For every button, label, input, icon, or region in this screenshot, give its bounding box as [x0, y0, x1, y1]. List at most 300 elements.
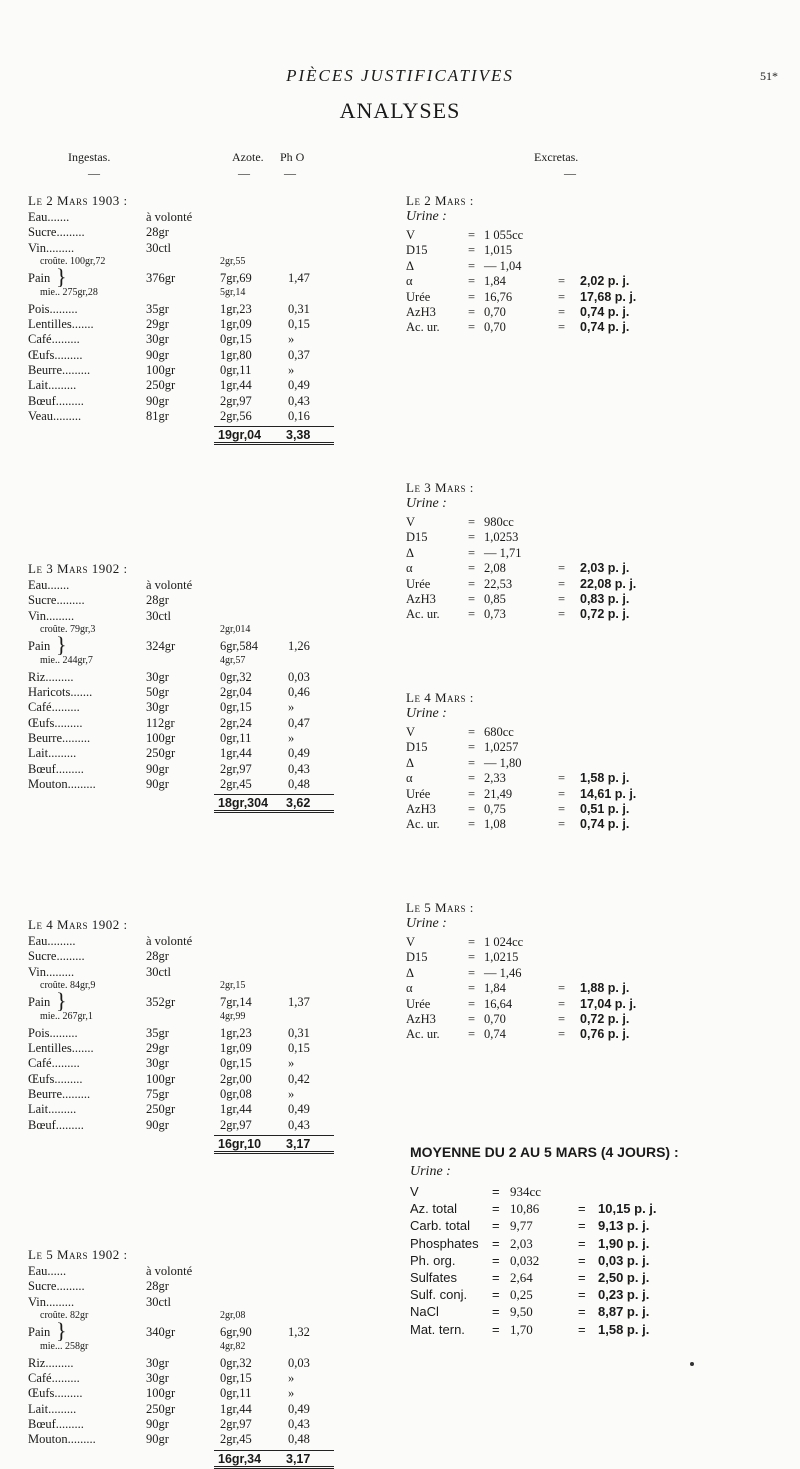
urine-row [406, 740, 706, 755]
average-measure-value: 0,25 [510, 1287, 533, 1303]
ingesta-row [28, 949, 348, 964]
food-name: Lait......... [28, 1102, 77, 1117]
ingesta-row [28, 256, 348, 271]
food-name: Lait......... [28, 378, 77, 393]
urine-measure-value: 16,76 [484, 289, 513, 304]
quantity: 29gr [146, 317, 169, 332]
ingesta-row [28, 1402, 348, 1417]
urine-measure-label: Ac. ur. [406, 320, 440, 335]
equals-sign: = [558, 771, 566, 786]
quantity: 35gr [146, 1025, 169, 1040]
phosphore-value: 0,31 [288, 1025, 310, 1040]
phosphore-value: 0,15 [288, 1041, 310, 1056]
urine-measure-value: 1,84 [484, 274, 506, 289]
urine-measure-label: AzH3 [406, 802, 436, 816]
urine-measure-label: Urée [406, 576, 431, 591]
urine-measure-value: 0,73 [484, 607, 506, 622]
equals-sign: = [492, 1270, 500, 1285]
azote-value: 4gr,82 [220, 1340, 246, 1352]
quantity: 90gr [146, 347, 169, 362]
urine-measure-label: Δ [406, 258, 415, 273]
average-measure-label: Sulf. conj. [410, 1287, 468, 1303]
quantity: 30gr [146, 1355, 169, 1370]
food-name: Lait......... [28, 746, 77, 761]
ingesta-row [28, 1295, 348, 1310]
average-measure-label: NaCl [410, 1304, 439, 1320]
running-head: PIÈCES JUSTIFICATIVES [286, 66, 514, 85]
urine-measure-label: D15 [406, 243, 428, 258]
page-bullet [690, 1362, 694, 1366]
equals-sign: = [468, 771, 476, 786]
phosphore-value: 0,49 [288, 1102, 310, 1117]
azote-value: 4gr,99 [220, 1010, 246, 1022]
urine-measure-label: Urée [406, 786, 431, 801]
equals-sign: = [558, 289, 566, 304]
average-row [410, 1236, 730, 1253]
food-name: Bœuf......... [28, 1417, 84, 1431]
phosphore-value: » [288, 1087, 295, 1101]
urine-measure-label: α [406, 274, 413, 289]
food-name: Café......... [28, 1056, 80, 1071]
average-measure-value: 1,70 [510, 1321, 533, 1337]
quantity: 30gr [146, 332, 169, 347]
per-day-value: 2,02 p. j. [580, 274, 630, 289]
ingesta-row [28, 731, 348, 746]
urine-measure-value: — 1,04 [484, 258, 522, 273]
per-day-value: 8,87 p. j. [598, 1304, 650, 1320]
ingesta-row [28, 685, 348, 700]
urine-row [406, 530, 706, 545]
per-day-value: 0,23 p. j. [598, 1287, 650, 1303]
azote-value: 2gr,97 [220, 1417, 252, 1431]
average-measure-label: Ph. org. [410, 1252, 456, 1268]
azote-value: 2gr,08 [220, 1309, 246, 1321]
urine-measure-label: V [406, 228, 416, 242]
equals-sign: = [468, 515, 476, 529]
food-name: Café......... [28, 332, 80, 347]
phosphore-value: 1,32 [288, 1325, 310, 1340]
equals-sign: = [578, 1252, 586, 1268]
quantity: 30gr [146, 1371, 169, 1386]
urine-measure-value: 1 024cc [484, 935, 524, 949]
azote-value: 4gr,57 [220, 654, 246, 666]
ingesta-row [28, 225, 348, 240]
urine-measure-label: V [406, 935, 416, 949]
per-day-value: 17,68 p. j. [580, 289, 637, 304]
azote-value: 0gr,11 [220, 363, 252, 377]
per-day-value: 0,76 p. j. [580, 1027, 630, 1042]
urine-row [406, 290, 706, 305]
urine-measure-value: 21,49 [484, 786, 513, 801]
food-name: croûte. 100gr,72 [40, 255, 106, 267]
urine-measure-label: AzH3 [406, 592, 436, 606]
ingesta-row [28, 1310, 348, 1325]
equals-sign: = [492, 1184, 500, 1199]
average-row [410, 1287, 730, 1304]
equals-sign: = [578, 1235, 586, 1251]
urine-measure-value: 0,70 [484, 305, 506, 319]
average-row [410, 1201, 730, 1218]
phosphore-value: » [288, 1056, 295, 1071]
azote-total: 16gr,34 [218, 1451, 262, 1466]
phosphore-value: 0,42 [288, 1071, 310, 1086]
ingesta-row [28, 210, 348, 225]
ingesta-row [28, 988, 348, 1014]
quantity: 30gr [146, 669, 169, 684]
quantity: 250gr [146, 746, 176, 761]
phosphore-value: 1,37 [288, 995, 310, 1010]
phosphore-value: » [288, 363, 295, 377]
per-day-value: 2,03 p. j. [580, 561, 630, 576]
food-name: Lait......... [28, 1401, 77, 1416]
ingesta-row [28, 394, 348, 409]
equals-sign: = [492, 1235, 500, 1251]
urine-row [406, 997, 706, 1012]
urine-row [406, 1012, 706, 1027]
urine-measure-label: Ac. ur. [406, 607, 440, 622]
quantity: 29gr [146, 1041, 169, 1056]
urine-row [406, 802, 706, 817]
urine-row [406, 243, 706, 258]
quantity: 90gr [146, 1417, 169, 1431]
phosphore-value: 1,26 [288, 639, 310, 654]
urine-label: Urine : [406, 706, 447, 721]
equals-sign: = [558, 607, 566, 622]
brace-glyph: } [56, 988, 67, 1014]
ingesta-row [28, 716, 348, 731]
food-name: Sucre......... [28, 949, 85, 964]
urine-measure-label: Δ [406, 545, 415, 560]
food-name: croûte. 84gr,9 [40, 979, 96, 991]
phosphore-value: » [288, 1386, 295, 1401]
azote-value: 2gr,15 [220, 979, 246, 991]
equals-sign: = [468, 607, 476, 622]
phosphore-value: 0,37 [288, 347, 310, 362]
equals-sign: = [492, 1304, 500, 1320]
phosphore-value: 0,03 [288, 669, 310, 684]
food-name: Haricots....... [28, 685, 93, 700]
food-name: Pain [28, 1325, 51, 1340]
equals-sign: = [558, 981, 566, 996]
food-name: mie... 258gr [40, 1340, 89, 1352]
phosphore-total: 3,17 [286, 1136, 311, 1151]
urine-row [406, 515, 706, 530]
food-name: Sucre......... [28, 225, 85, 240]
equals-sign: = [468, 755, 476, 770]
azote-value: 2gr,45 [220, 1432, 252, 1447]
urine-measure-value: 22,53 [484, 576, 513, 591]
phosphore-value: » [288, 700, 295, 715]
equals-sign: = [468, 740, 476, 755]
column-dash: — [88, 166, 100, 180]
urine-row [406, 966, 706, 981]
phosphore-value: 0,43 [288, 761, 310, 776]
equals-sign: = [468, 950, 476, 965]
brace-glyph: } [56, 264, 67, 290]
equals-sign: = [468, 530, 476, 545]
food-name: Café......... [28, 700, 80, 715]
per-day-value: 0,74 p. j. [580, 320, 630, 335]
phosphore-value: » [288, 332, 295, 347]
food-name: Café......... [28, 1371, 80, 1386]
equals-sign: = [558, 305, 566, 319]
average-measure-label: Sulfates [410, 1270, 457, 1285]
urine-row [406, 1027, 706, 1042]
urine-row [406, 950, 706, 965]
quantity: 250gr [146, 1401, 176, 1416]
quantity: à volonté [146, 934, 193, 948]
per-day-value: 2,50 p. j. [598, 1270, 650, 1285]
quantity: 28gr [146, 949, 169, 964]
equals-sign: = [468, 935, 476, 949]
total-rule [214, 426, 334, 427]
quantity: 90gr [146, 1117, 169, 1132]
quantity: 30ctl [146, 608, 171, 623]
urine-measure-value: 1,015 [484, 243, 513, 258]
ingesta-row [28, 241, 348, 256]
column-dash: — [238, 166, 250, 180]
azote-value: 2gr,97 [220, 393, 252, 408]
total-rule [214, 794, 334, 795]
azote-value: 7gr,14 [220, 995, 252, 1010]
phosphore-value: 0,48 [288, 1432, 310, 1447]
quantity: 81gr [146, 408, 169, 423]
food-name: mie.. 244gr,7 [40, 654, 93, 666]
ingesta-row [28, 934, 348, 949]
urine-measure-value: 680cc [484, 725, 514, 739]
food-name: Riz......... [28, 1355, 74, 1370]
equals-sign: = [468, 1027, 476, 1042]
average-title: MOYENNE DU 2 AU 5 MARS (4 JOURS) : [410, 1144, 679, 1160]
food-name: Pain [28, 995, 51, 1010]
per-day-value: 0,51 p. j. [580, 802, 630, 816]
per-day-value: 0,03 p. j. [598, 1252, 650, 1268]
azote-value: 1gr,09 [220, 317, 252, 332]
urine-measure-label: α [406, 771, 413, 786]
equals-sign: = [468, 320, 476, 335]
average-measure-label: Phosphates [410, 1235, 479, 1251]
food-name: Vin......... [28, 1294, 75, 1309]
ingesta-row [28, 965, 348, 980]
azote-total: 18gr,304 [218, 796, 269, 811]
urine-row [406, 320, 706, 335]
food-name: Œufs......... [28, 1386, 83, 1401]
equals-sign: = [578, 1321, 586, 1337]
food-name: Œufs......... [28, 347, 83, 362]
equals-sign: = [468, 996, 476, 1011]
equals-sign: = [578, 1270, 586, 1285]
equals-sign: = [468, 817, 476, 832]
excreta-day-title: Le 3 Mars : [406, 480, 474, 495]
urine-row [406, 935, 706, 950]
total-double-rule [214, 442, 334, 445]
phosphore-value: 0,03 [288, 1355, 310, 1370]
per-day-value: 14,61 p. j. [580, 786, 637, 801]
urine-measure-label: AzH3 [406, 305, 436, 319]
urine-label: Urine : [406, 209, 447, 224]
per-day-value: 0,74 p. j. [580, 817, 630, 832]
total-rule [214, 1450, 334, 1451]
ingesta-row [28, 302, 348, 317]
ingesta-row [28, 632, 348, 658]
column-dash: — [284, 166, 296, 180]
food-name: Pain [28, 639, 51, 654]
urine-measure-label: Δ [406, 965, 415, 980]
food-name: croûte. 79gr,3 [40, 623, 96, 635]
ingesta-row [28, 1432, 348, 1447]
azote-value: 2gr,00 [220, 1071, 252, 1086]
phosphore-value: 0,46 [288, 685, 310, 700]
equals-sign: = [468, 228, 476, 242]
urine-measure-label: Urée [406, 289, 431, 304]
quantity: 28gr [146, 1279, 169, 1294]
ingesta-row [28, 363, 348, 378]
azote-value: 1gr,44 [220, 1102, 252, 1117]
phosphore-total: 3,62 [286, 796, 311, 811]
ingesta-row [28, 746, 348, 761]
food-name: Sucre......... [28, 593, 85, 608]
equals-sign: = [468, 545, 476, 560]
ingesta-row [28, 655, 348, 670]
ingesta-row [28, 1356, 348, 1371]
quantity: 90gr [146, 776, 169, 791]
urine-row [406, 259, 706, 274]
food-name: mie.. 267gr,1 [40, 1010, 93, 1022]
food-name: Pois......... [28, 301, 78, 316]
urine-measure-label: V [406, 515, 416, 529]
equals-sign: = [578, 1218, 586, 1234]
food-name: Eau......... [28, 934, 76, 948]
equals-sign: = [492, 1218, 500, 1234]
average-row [410, 1218, 730, 1235]
urine-measure-value: 1,0253 [484, 530, 519, 545]
quantity: 100gr [146, 1071, 176, 1086]
phosphore-value: 0,43 [288, 393, 310, 408]
urine-row [406, 546, 706, 561]
azote-value: 0gr,08 [220, 1087, 252, 1101]
ingesta-row [28, 317, 348, 332]
azote-value: 1gr,09 [220, 1041, 252, 1056]
urine-row [406, 592, 706, 607]
average-row [410, 1184, 730, 1201]
per-day-value: 22,08 p. j. [580, 576, 637, 591]
average-measure-label: Carb. total [410, 1218, 470, 1234]
excreta-day-title: Le 2 Mars : [406, 193, 474, 208]
equals-sign: = [558, 1012, 566, 1026]
quantity: 340gr [146, 1325, 176, 1340]
urine-measure-value: 1,0215 [484, 950, 519, 965]
equals-sign: = [558, 817, 566, 832]
average-row [410, 1304, 730, 1321]
urine-measure-value: 1 055cc [484, 228, 524, 242]
urine-measure-label: Ac. ur. [406, 817, 440, 832]
quantity: 50gr [146, 685, 169, 700]
total-double-rule [214, 1151, 334, 1154]
per-day-value: 0,72 p. j. [580, 1012, 630, 1026]
urine-measure-label: α [406, 561, 413, 576]
ingesta-row [28, 1056, 348, 1071]
brace-glyph: } [56, 632, 67, 658]
food-name: Œufs......... [28, 715, 83, 730]
azote-total: 19gr,04 [218, 428, 262, 443]
urine-measure-value: 2,33 [484, 771, 506, 786]
ingesta-row [28, 264, 348, 290]
azote-value: 2gr,55 [220, 255, 246, 267]
equals-sign: = [578, 1304, 586, 1320]
ingesta-row [28, 1011, 348, 1026]
per-day-value: 17,04 p. j. [580, 996, 637, 1011]
quantity: 90gr [146, 1432, 169, 1447]
ingesta-row [28, 378, 348, 393]
equals-sign: = [468, 1012, 476, 1026]
urine-measure-label: Ac. ur. [406, 1027, 440, 1042]
phosphore-value: 0,48 [288, 776, 310, 791]
phosphore-value: » [288, 1371, 295, 1386]
food-name: Sucre......... [28, 1279, 85, 1294]
quantity: 100gr [146, 731, 176, 745]
ingesta-row [28, 1072, 348, 1087]
ingesta-row [28, 1417, 348, 1432]
phosphore-value: 0,43 [288, 1117, 310, 1132]
average-measure-value: 9,77 [510, 1218, 533, 1234]
urine-measure-label: AzH3 [406, 1012, 436, 1026]
equals-sign: = [468, 981, 476, 996]
urine-label: Urine : [406, 916, 447, 931]
food-name: Mouton......... [28, 776, 96, 791]
food-name: Eau....... [28, 210, 70, 224]
phosphore-total: 3,38 [286, 428, 311, 443]
food-name: Veau......... [28, 408, 82, 423]
food-name: Eau....... [28, 578, 70, 592]
urine-row [406, 725, 706, 740]
azote-value: 0gr,15 [220, 1056, 252, 1071]
column-dash: — [564, 166, 576, 180]
phosphore-value: 0,16 [288, 408, 310, 423]
azote-value: 1gr,23 [220, 1025, 252, 1040]
urine-measure-value: 0,70 [484, 320, 506, 335]
urine-measure-label: Urée [406, 996, 431, 1011]
average-measure-label: V [410, 1184, 419, 1199]
quantity: 30ctl [146, 964, 171, 979]
day-title: Le 3 Mars 1902 : [28, 561, 128, 576]
food-name: Beurre......... [28, 731, 91, 745]
equals-sign: = [468, 802, 476, 816]
equals-sign: = [558, 592, 566, 606]
average-row [410, 1322, 730, 1339]
day-title: Le 4 Mars 1902 : [28, 917, 128, 932]
azote-value: 0gr,32 [220, 1355, 252, 1370]
quantity: 250gr [146, 1102, 176, 1117]
urine-measure-value: 980cc [484, 515, 514, 529]
urine-row [406, 981, 706, 996]
quantity: 100gr [146, 1386, 176, 1401]
excreta-day-title: Le 5 Mars : [406, 900, 474, 915]
ingesta-row [28, 1341, 348, 1356]
quantity: 250gr [146, 378, 176, 393]
quantity: 30ctl [146, 240, 171, 255]
azote-value: 6gr,90 [220, 1325, 252, 1340]
food-name: Riz......... [28, 669, 74, 684]
column-header-azote: Azote. [232, 150, 264, 164]
urine-measure-value: 0,70 [484, 1012, 506, 1026]
ingesta-row [28, 578, 348, 593]
quantity: à volonté [146, 1264, 193, 1278]
per-day-value: 9,13 p. j. [598, 1218, 650, 1234]
total-double-rule [214, 1466, 334, 1469]
azote-value: 2gr,56 [220, 408, 252, 423]
ingesta-row [28, 624, 348, 639]
equals-sign: = [468, 592, 476, 606]
